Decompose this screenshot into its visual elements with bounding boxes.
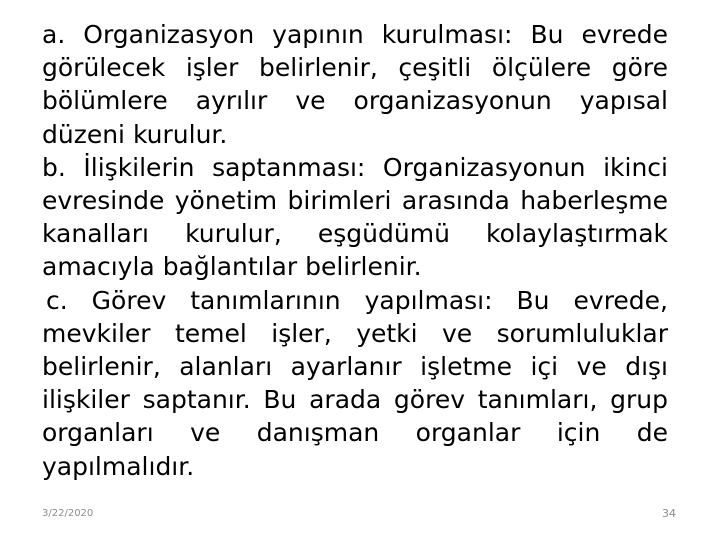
page-number: 34 (662, 507, 676, 520)
paragraph-organizasyon-yapisi: a. Organizasyon yapının kurulması: Bu evrede görülecek işler belirlenir, çeşitli ölçülere göre bölümlere ayrılır ve organizasyonun yapısal düzeni kurulur. (42, 20, 668, 149)
footer-date: 3/22/2020 (42, 508, 94, 519)
paragraph-gorev-tanimlari: c. Görev tanımlarının yapılması: Bu evrede, mevkiler temel işler, yetki ve sorumluluklar belirlenir, alanları ayarlanır işletme içi ve dışı ilişkiler saptanır. Bu arada görev tanımları, grup organları ve danışman organlar için de yapılmalıdır. (42, 285, 668, 481)
slide-body (42, 18, 668, 483)
paragraph-iliskilerin-saptanmasi: b. İlişkilerin saptanması: Organizasyonun ikinci evresinde yönetim birimleri arasında haberleşme kanalları kurulur, eşgüdümü kolaylaştırmak amacıyla bağlantılar belirlenir. (42, 152, 668, 282)
